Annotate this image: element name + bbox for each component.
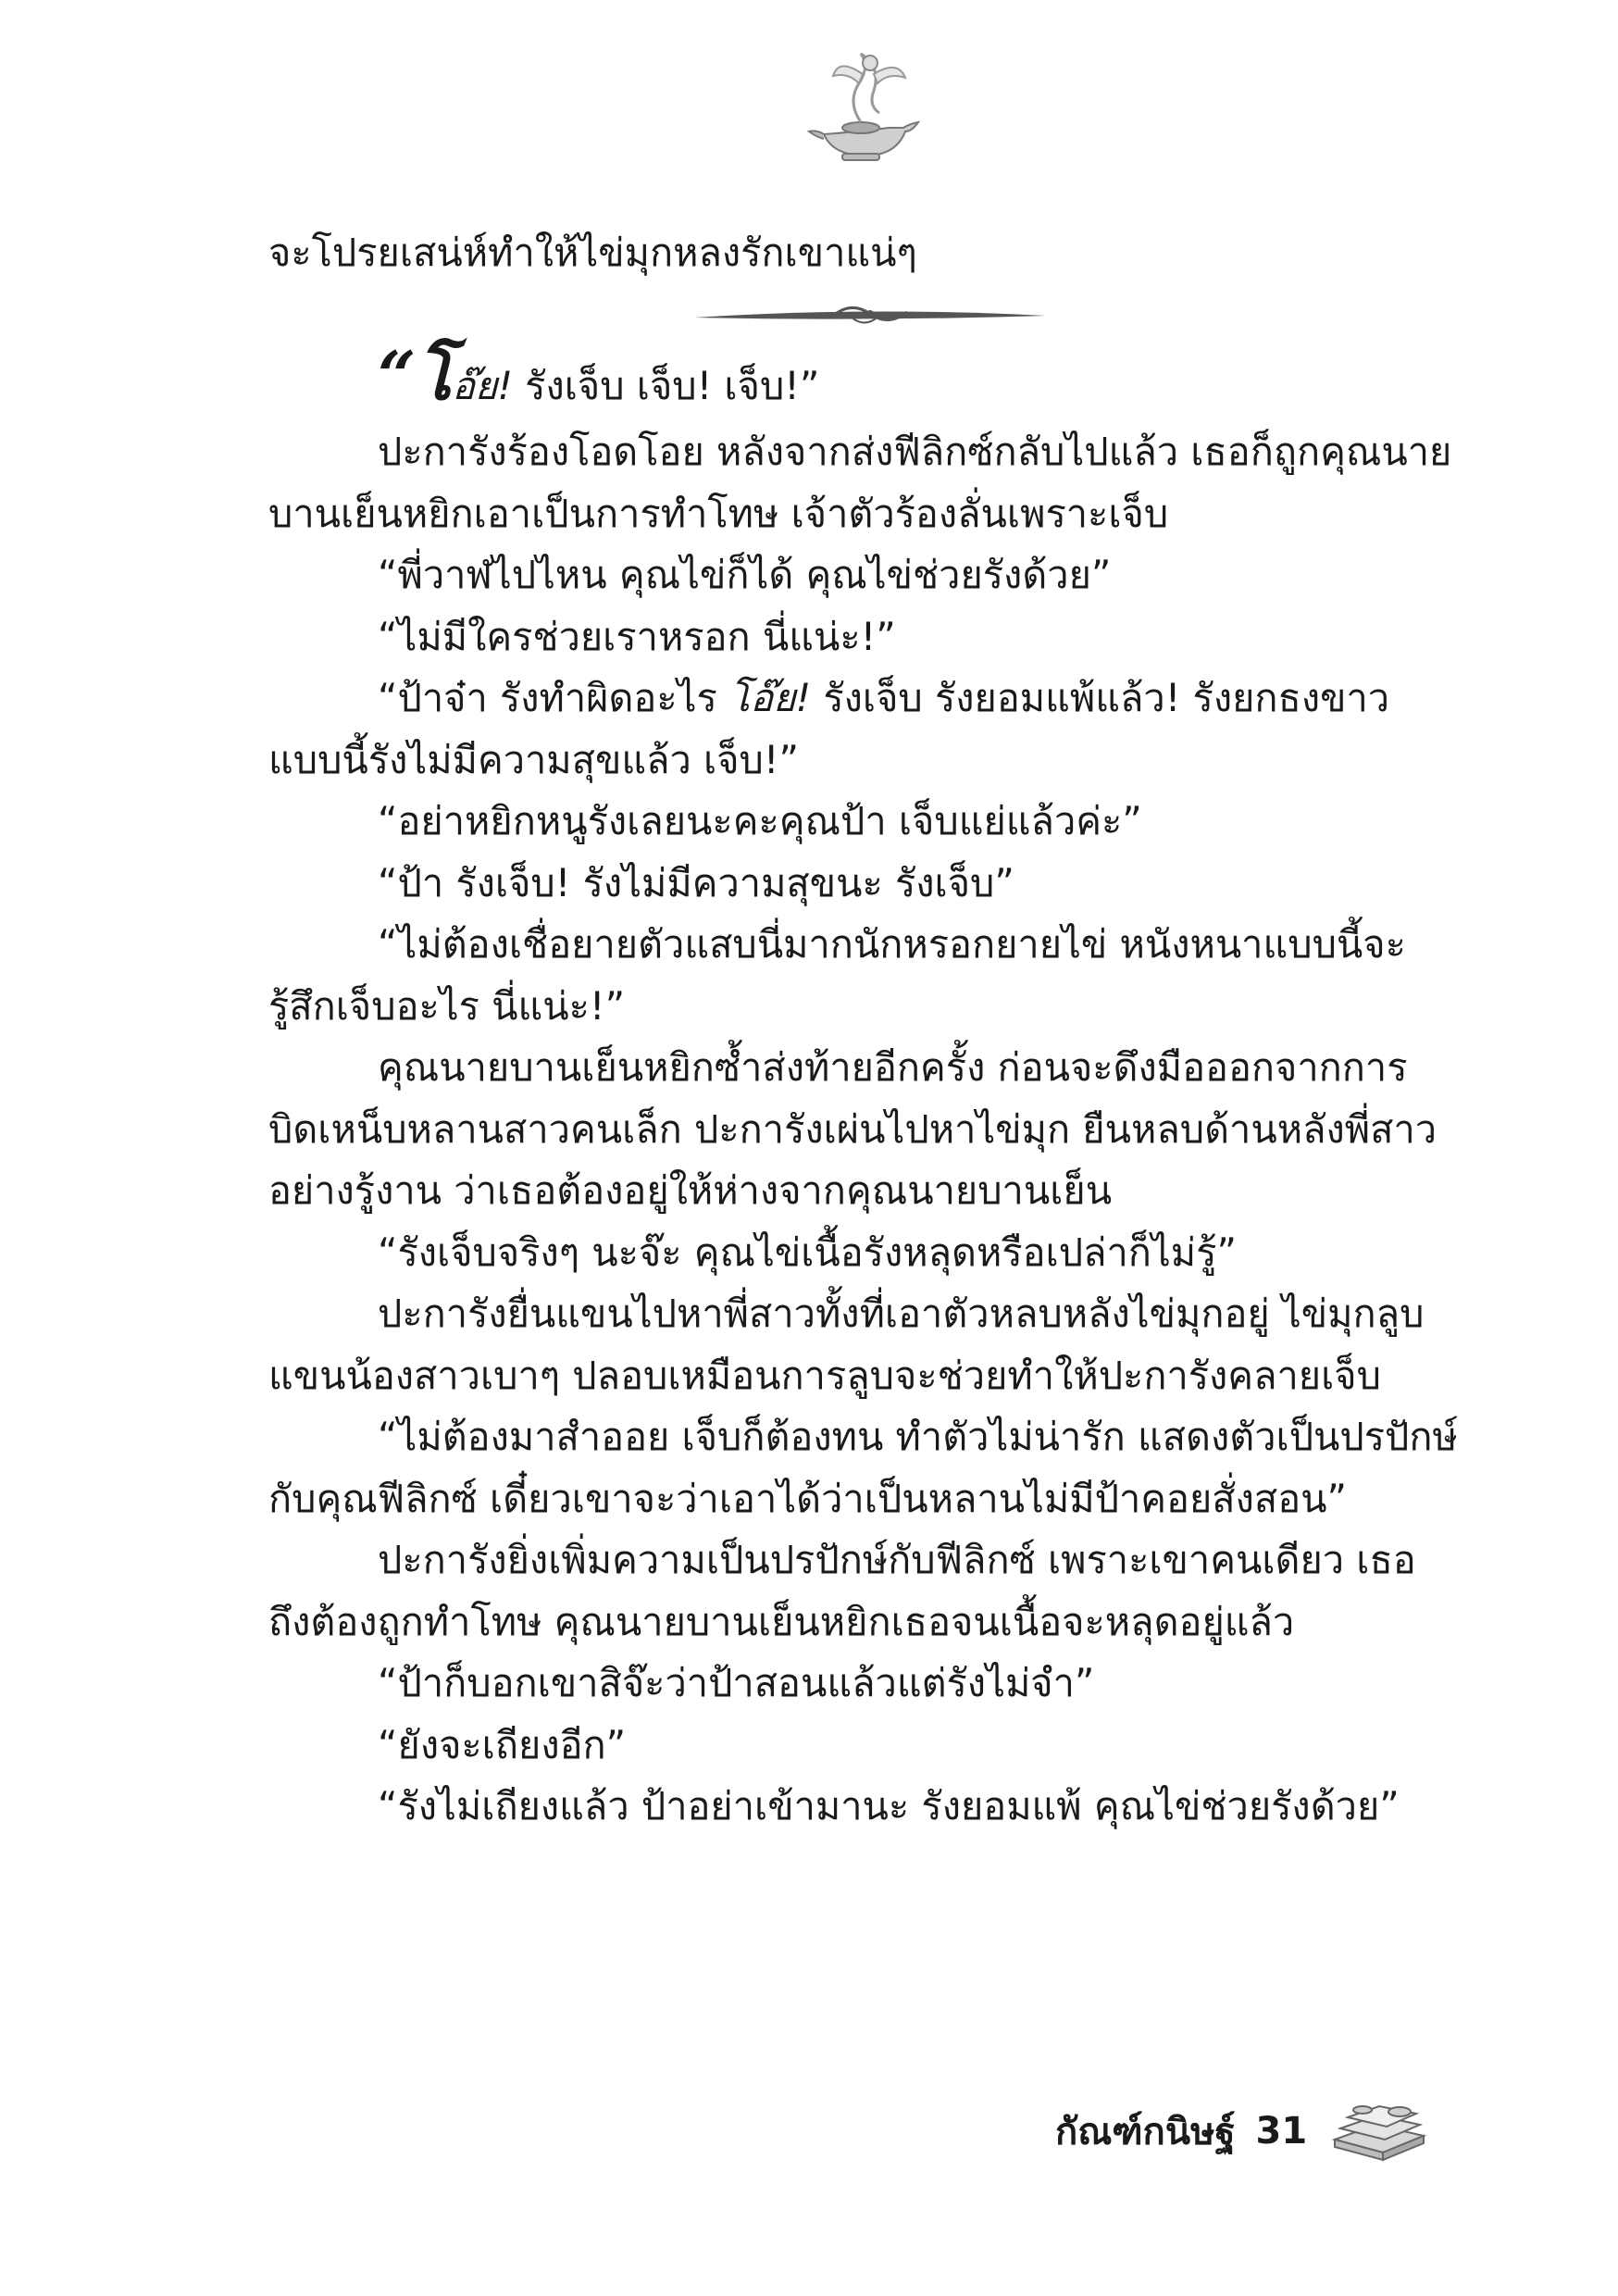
text-line: แขนน้องสาวเบาๆ ปลอบเหมือนการลูบจะช่วยทำให้ปะการังคลายเจ็บ	[268, 1352, 1381, 1398]
drop-quote: “โ	[378, 336, 453, 415]
money-stack-icon	[1327, 2099, 1429, 2164]
exclamation-rest: รังเจ็บ เจ็บ! เจ็บ!”	[512, 363, 820, 408]
text-line: “อย่าหยิกหนูรังเลยนะคะคุณป้า เจ็บแย่แล้วค่ะ”	[378, 798, 1142, 843]
text-line: คุณนายบานเย็นหยิกซ้ำส่งท้ายอีกครั้ง ก่อนจะดึงมือออกจากการ	[378, 1044, 1408, 1090]
text-line: “ไม่ต้องเชื่อยายตัวแสบนี่มากนักหรอกยายไข่ หนังหนาแบบนี้จะ	[378, 921, 1406, 967]
text-line: ปะการังยิ่งเพิ่มความเป็นปรปักษ์กับฟีลิกซ์ เพราะเขาคนเดียว เธอ	[378, 1537, 1416, 1582]
text-line: “พี่วาฬไปไหน คุณไข่ก็ได้ คุณไข่ช่วยรังด้วย”	[378, 552, 1112, 597]
page-number: 31	[1255, 2110, 1308, 2152]
text-line: ปะการังร้องโอดโอย หลังจากส่งฟีลิกซ์กลับไปแล้ว เธอก็ถูกคุณนาย	[378, 429, 1452, 474]
text-line: “รังเจ็บจริงๆ นะจ๊ะ คุณไข่เนื้อรังหลุดหรือเปล่าก็ไม่รู้”	[378, 1229, 1237, 1275]
text-line: กับคุณฟีลิกซ์ เดี๋ยวเขาจะว่าเอาได้ว่าเป็นหลานไม่มีป้าคอยสั่งสอน”	[268, 1475, 1347, 1521]
opening-exclamation-line	[268, 336, 1476, 421]
text-line: “ไม่มีใครช่วยเราหรอก นี่แน่ะ!”	[378, 613, 896, 659]
book-title: กัณฑ์กนิษฐ์	[1055, 2111, 1236, 2153]
text-line: บิดเหน็บหลานสาวคนเล็ก ปะการังเผ่นไปหาไข่มุก ยืนหลบด้านหลังพี่สาว	[268, 1105, 1438, 1152]
exclamation-italic: อ๊ย!	[452, 363, 513, 408]
text-line: รู้สึกเจ็บอะไร นี่แน่ะ!”	[268, 982, 626, 1029]
text-line: “รังไม่เถียงแล้ว ป้าอย่าเข้ามานะ รังยอมแพ้ คุณไข่ช่วยรังด้วย”	[378, 1783, 1400, 1828]
section-divider-row	[268, 284, 1476, 346]
text-segment: “ป้าจ๋า รังทำผิดอะไร	[378, 675, 730, 720]
magic-lamp-fairy-icon	[796, 46, 926, 167]
exclamation-italic: โอ๊ย!	[729, 675, 812, 720]
ornamental-divider-icon	[694, 297, 1046, 334]
text-line: อย่างรู้งาน ว่าเธอต้องอยู่ให้ห่างจากคุณนายบานเย็น	[268, 1167, 1113, 1213]
text-line: “ป้าก็บอกเขาสิจ๊ะว่าป้าสอนแล้วแต่รังไม่จำ”	[378, 1660, 1095, 1705]
text-line: จะโปรยเสน่ห์ทำให้ไข่มุกหลงรักเขาแน่ๆ	[268, 230, 917, 275]
text-line: ปะการังยื่นแขนไปหาพี่สาวทั้งที่เอาตัวหลบหลังไข่มุกอยู่ ไข่มุกลูบ	[378, 1291, 1425, 1336]
page-footer	[1055, 2094, 1429, 2168]
text-line-with-italic	[268, 668, 1476, 730]
text-line: “ยังจะเถียงอีก”	[378, 1721, 627, 1767]
text-segment: รังเจ็บ รังยอมแพ้แล้ว! รังยกธงขาว	[811, 675, 1390, 720]
text-line: “ไม่ต้องมาสำออย เจ็บก็ต้องทน ทำตัวไม่น่ารัก แสดงตัวเป็นปรปักษ์	[378, 1414, 1458, 1459]
story-text	[268, 222, 1476, 1838]
text-line: “ป้า รังเจ็บ! รังไม่มีความสุขนะ รังเจ็บ”	[378, 859, 1014, 905]
text-line: แบบนี้รังไม่มีความสุขแล้ว เจ็บ!”	[268, 736, 800, 782]
text-line: ถึงต้องถูกทำโทษ คุณนายบานเย็นหยิกเธอจนเนื้อจะหลุดอยู่แล้ว	[268, 1598, 1295, 1644]
text-line: บานเย็นหยิกเอาเป็นการทำโทษ เจ้าตัวร้องลั่นเพราะเจ็บ	[268, 490, 1169, 536]
